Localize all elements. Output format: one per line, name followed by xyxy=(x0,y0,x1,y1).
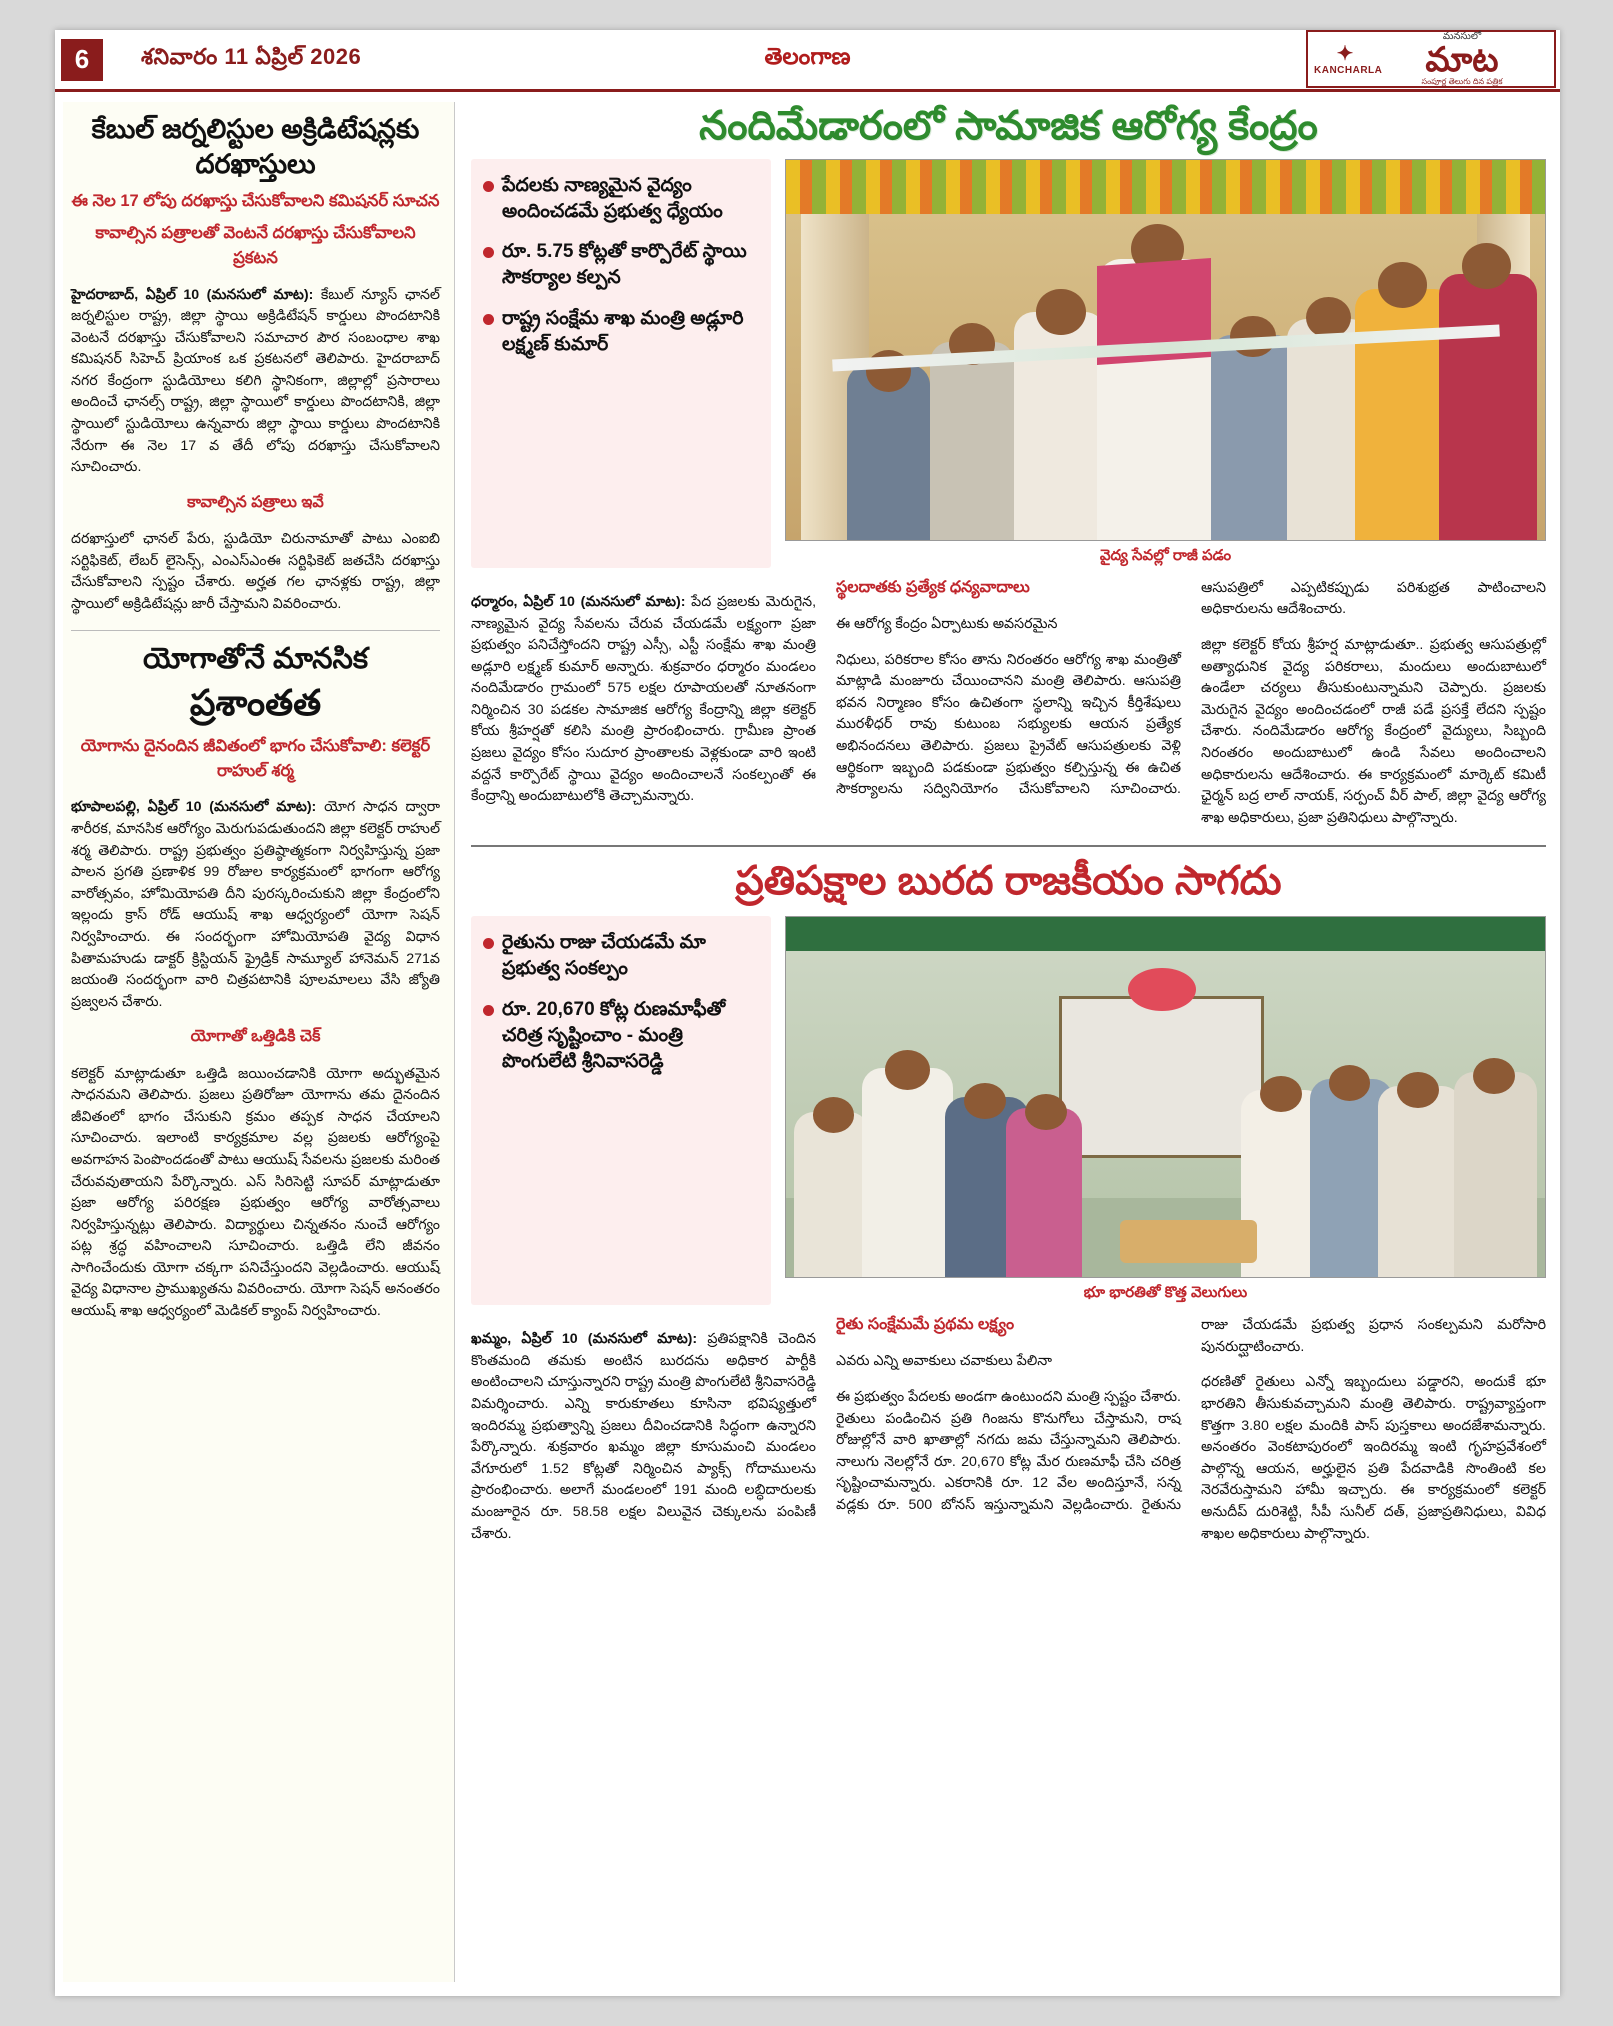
bottom-story-headline: ప్రతిపక్షాల బురద రాజకీయం సాగదు xyxy=(735,859,1282,904)
dateline: హైదరాబాద్, ఏప్రిల్ 10 (మనసులో మాట): xyxy=(71,286,314,303)
top-story-headline: నందిమేడారంలో సామాజిక ఆరోగ్య కేంద్రం xyxy=(699,104,1318,148)
article2-body-2: కలెక్టర్ మాట్లాడుతూ ఒత్తిడి జయించడానికి యోగా అద్భుతమైన సాధనమని తెలిపారు. ప్రజలు ప్రతిరోజూ యోగాను తమ దైనందిన జీవితంలో భాగం చేసుకుని క్రమం తప్పక సాధన చేయాలని సూచించారు. ఇలాంటి కార్యక్రమాల వల్ల ప్రజలకు ఆరోగ్యంపై అవగాహన పెంపొందడంతో పాటు ఆయుష్ సేవలను ప్రజలకు మరింత చేరువవుతాయని పేర్కొన్నారు. ఎస్ సిరిసెట్టి సూపర్ మాట్లాడుతూ ప్రజా ఆరోగ్య పరిరక్షణ ప్రభుత్వం ఆరోగ్య వారోత్సవాలు నిర్వహిస్తున్నట్లు తెలిపారు. విద్యార్థులు చిన్నతనం నుంచే ఆరోగ్యం పట్ల శ్రద్ధ వహించాలని సూచించారు. ఒత్తిడి లేని జీవనం సాగించేందుకు యోగా చక్కగా పనిచేస్తుందని వెల్లడించారు. ఆయుష్ వైద్య విధానాల ప్రాముఖ్యతను వివరించారు. యోగా సెషన్ అనంతరం ఆయుష్ శాఖ ఆధ్వర్యంలో మెడికల్ క్యాంప్ నిర్వహించారు. xyxy=(71,1065,440,1319)
bullet-item xyxy=(483,173,759,225)
bottom-story-subhead: రైతు సంక్షేమమే ప్రథమ లక్ష్యం xyxy=(836,1316,1015,1334)
top-story-col1-text: పేద ప్రజలకు మెరుగైన, నాణ్యమైన వైద్య సేవలను చేరువ చేయడమే లక్ష్యంగా ప్రజా ప్రభుత్వం పనిచేస్తోందని రాష్ట్ర ఎస్సీ, ఎస్టీ సంక్షేమ శాఖ మంత్రి అడ్లూరి లక్ష్మణ్ కుమార్ అన్నారు. శుక్రవారం ధర్మారం మండలం నందిమేడారం గ్రామంలో 575 లక్షల రూపాయలతో నూతనంగా నిర్మించిన 30 పడకల సామాజిక ఆరోగ్య కేంద్రాన్ని జిల్లా కలెక్టర్ కోయ శ్రీహర్షతో కలిసి మంత్రి ప్రారంభించారు. గ్రామీణ ప్రాంత ప్రజలు వైద్యం కోసం సుదూర ప్రాంతాలకు వెళ్లకుండా వారి ఇంటి వద్దనే కార్పొరేట్ స్థాయి వైద్యం అందించాలనే సంకల్పంతో ఈ కేంద్రాన్ని అందుబాటులోకి తెచ్చామన్నారు. xyxy=(471,593,817,805)
article2-subhead: యోగాను దైనందిన జీవితంలో భాగం చేసుకోవాలి: కలెక్టర్ రాహుల్ శర్మ xyxy=(80,736,431,780)
bullet-item xyxy=(483,306,759,358)
section-title: తెలంగాణ xyxy=(764,43,851,69)
top-story-col3: జిల్లా కలెక్టర్ కోయ శ్రీహర్ష మాట్లాడుతూ.. ప్రభుత్వ ఆసుపత్రుల్లో అత్యాధునిక వైద్య పరికరాలు, మందులు అందుబాటులో ఉండేలా చర్యలు తీసుకుంటున్నామని చెప్పారు. ప్రజలకు మెరుగైన వైద్యం అందించడంలో రాజీ పడే ప్రసక్తే లేదని స్పష్టం చేశారు. నందిమేడారం ఆరోగ్య కేంద్రంలో వైద్యులు, సిబ్బంది నిరంతరం అందుబాటులో ఉండి సేవలు అందించాలని అధికారులను ఆదేశించారు. ఈ కార్యక్రమంలో మార్కెట్ కమిటీ ఛైర్మన్ బద్ర లాల్ నాయక్, సర్పంచ్ వీర్ పాల్, జిల్లా వైద్య ఆరోగ్య శాఖ అధికారులు, ప్రజా ప్రతినిధులు పాల్గొన్నారు. xyxy=(1201,637,1546,826)
bullet-item xyxy=(483,930,759,982)
bottom-story-body-columns xyxy=(471,1315,1546,1545)
article2-body-text: యోగ సాధన ద్వారా శారీరక, మానసిక ఆరోగ్యం మెరుగుపడుతుందని జిల్లా కలెక్టర్ రాహుల్ శర్మ తెలిపారు. రాష్ట్ర ప్రభుత్వం ప్రతిష్ఠాత్మకంగా నిర్వహిస్తున్న ప్రజా పాలన ప్రగతి ప్రణాళిక 99 రోజుల కార్యక్రమంలో భాగంగా ఆరోగ్య వారోత్సవం, హోమియోపతి దీని పురస్కరించుకుని జిల్లా కేంద్రంలోని ఇల్లందు క్రాస్ రోడ్ ఆయుష్ శాఖ ఆధ్వర్యంలో యోగా సెషన్ నిర్వహించారు. ఈ సందర్భంగా హోమియోపతి వైద్య విధాన పితామహుడు డాక్టర్ క్రిస్టియన్ ఫ్రైడ్రిక్ సామ్యూల్ హానెమన్ 271వ జయంతి సందర్భంగా వారి చిత్రపటానికి పూలమాలలు వేసి జ్యోతి ప్రజ్వలన చేశారు. xyxy=(71,799,440,1010)
publication-date: శనివారం 11 ఏప్రిల్ 2026 xyxy=(141,44,362,69)
newspaper-logo xyxy=(1306,30,1556,88)
bottom-story-photo-caption: భూ భారతితో కొత్త వెలుగులు xyxy=(1083,1284,1248,1302)
logo-subtitle: సంపూర్ణ తెలుగు దిన పత్రిక xyxy=(1421,76,1503,86)
dateline-bottom: ఖమ్మం, ఏప్రిల్ 10 (మనసులో మాట): xyxy=(471,1331,698,1348)
top-story-bullets xyxy=(471,159,771,568)
article-body-text: కేబుల్ న్యూస్ ఛానల్ జర్నలిస్టుల రాష్ట్ర, జిల్లా స్థాయి అక్రిడిటేషన్ కార్డులు పొందటానికి వెంటనే దరఖాస్తు చేసుకోవాలని సమాచార పౌర సంబంధాల శాఖ కమిషనర్ సిహెచ్ ప్రియాంక ఒక ప్రకటనలో తెలిపారు. హైదరాబాద్ నగర కేంద్రంగా స్టుడియోలు కలిగి స్థానికంగా, జిల్లాల్లో ప్రసారాలు అందించే ఛానల్స్ రాష్ట్ర, జిల్లా స్థాయిలో కార్డులు పొందటానికి, జిల్లా స్థాయిలో స్టుడియోలు ఉన్నవారు జిల్లా స్థాయి కార్డులు పొందటానికి నేరుగా ఈ నెల 17 వ తేదీ లోపు దరఖాస్తు చేసుకోవాలని సూచించారు. xyxy=(71,286,440,476)
article-headline: కేబుల్ జర్నలిస్టుల అక్రిడిటేషన్లకు దరఖాస్తులు xyxy=(91,114,420,179)
bottom-story-col1-tail: ఎవరు ఎన్ని అవాకులు చవాకులు పేలినా xyxy=(836,1353,1053,1370)
logo-name: మాట xyxy=(1425,41,1499,80)
right-column xyxy=(455,102,1552,1982)
article-cable-journalists xyxy=(71,112,440,615)
top-story-photo-caption: వైద్య సేవల్లో రాజీ పడం xyxy=(1099,546,1232,564)
article-yoga xyxy=(71,641,440,1323)
top-story-col2: నిధులు, పరికరాల కోసం తాను నిరంతరం ఆరోగ్య శాఖ మంత్రితో మాట్లాడి మంజూరు చేయించానని మంత్రి తెలిపారు. ఆసుపత్రి భవన నిర్మాణం కోసం ఉచితంగా స్థలాన్ని ఇచ్చిన కీర్తిశేషులు మురళీధర్ రావు కుటుంబ సభ్యులకు ఆయన ప్రత్యేక అభినందనలు తెలిపారు. ప్రజలు ప్రైవేట్ ఆసుపత్రులకు వెళ్లి ఆర్థికంగా ఇబ్బంది పడకుండా ప్రభుత్వం కల్పిస్తున్న ఈ ఉచిత సౌకర్యాలను సద్వినియోగం చేసుకోవాలని సూచించారు. ఆసుపత్రిలో ఎప్పటికప్పుడు పరిశుభ్రత పాటించాలని అధికారులను ఆదేశించారు. xyxy=(836,579,1546,798)
bottom-story-bullets xyxy=(471,916,771,1305)
logo-tagline: మనసులో xyxy=(1442,31,1482,43)
article2-subhead-2: యోగాతో ఒత్తిడికి చెక్ xyxy=(190,1028,321,1046)
bullet-item xyxy=(483,239,759,291)
bullet-dot-icon xyxy=(483,314,494,325)
article2-headline-line2: ప్రశాంతత xyxy=(189,681,322,723)
bottom-story-photo xyxy=(785,916,1546,1305)
bottom-story-col1 xyxy=(471,1329,816,1545)
left-column xyxy=(63,102,455,1982)
bullet-dot-icon xyxy=(483,1005,494,1016)
dateline-2: భూపాలపల్లి, ఏప్రిల్ 10 (మనసులో మాట): xyxy=(71,799,317,816)
page-number: 6 xyxy=(61,39,103,81)
top-story-body-columns xyxy=(471,578,1546,830)
article-health-center xyxy=(471,104,1546,829)
top-story-col1 xyxy=(471,592,816,808)
bottom-story-col2: ఈ ప్రభుత్వం పేదలకు అండగా ఉంటుందని మంత్రి స్పష్టం చేశారు. రైతులు పండించిన ప్రతి గింజను కొనుగోలు చేస్తామని, రాష రోజుల్లోనే వారి ఖాతాల్లో నగదు జమ చేస్తున్నామని తెలిపారు. నాలుగు నెలల్లోనే రూ. 20,670 కోట్ల మేర రుణమాఫీ చేసి చరిత్ర సృష్టించామన్నారు. ఎకరానికి రూ. 12 వేల అందిస్తూనే, సన్న వడ్లకు రూ. 500 బోనస్ ఇస్తున్నామని వెల్లడించారు. రైతును రాజు చేయడమే ప్రభుత్వ ప్రధాన సంకల్పమని మరోసారి పునరుద్ఘాటించారు. xyxy=(836,1317,1546,1513)
bullet-text: రూ. 20,670 కోట్ల రుణమాఫీతో చరిత్ర సృష్టించాం - మంత్రి పొంగులేటి శ్రీనివాసరెడ్డి xyxy=(502,998,726,1073)
article2-body xyxy=(71,797,440,1013)
bullet-dot-icon xyxy=(483,938,494,949)
column-divider xyxy=(71,630,440,631)
newspaper-page xyxy=(55,30,1560,1996)
article2-headline-line1: యోగాతోనే మానసిక xyxy=(143,642,368,675)
photo-godown-inauguration xyxy=(786,917,1545,1277)
article-opposition-politics xyxy=(471,859,1546,1545)
story-divider xyxy=(471,845,1546,847)
photo-ribbon-cutting xyxy=(786,160,1545,540)
bullet-item xyxy=(483,997,759,1076)
bullet-text: రాష్ట్ర సంక్షేమ శాఖ మంత్రి అడ్లూరి లక్ష్మణ్ కుమార్ xyxy=(502,307,744,355)
article-subhead-3: కావాల్సిన పత్రాలు ఇవే xyxy=(187,493,324,511)
bullet-dot-icon xyxy=(483,247,494,258)
bullet-text: రైతును రాజు చేయడమే మా ప్రభుత్వ సంకల్పం xyxy=(502,932,706,980)
dateline-top: ధర్మారం, ఏప్రిల్ 10 (మనసులో మాట): xyxy=(471,593,686,610)
masthead xyxy=(55,30,1560,92)
bottom-story-col1-text: ప్రతిపక్షానికి చెందిన కొంతమంది తమకు అంటిన బురదను అధికార పార్టీకి అంటించాలని చూస్తున్నారని రాష్ట్ర మంత్రి పొంగులేటి శ్రీనివాసరెడ్డి విమర్శించారు. ఎన్ని కారుకూతలు కూసినా భవిష్యత్తులో ఇందిరమ్మ ప్రభుత్వాన్ని ప్రజలు దీవించడానికి సిద్ధంగా ఉన్నారని పేర్కొన్నారు. శుక్రవారం ఖమ్మం జిల్లా కూసుమంచి మండలం వేగూరులో 1.52 కోట్లతో నిర్మించిన ప్యాక్స్ గోదాములను ప్రారంభించారు. అలాగే మండలంలో 191 మంది లబ్ధిదారులకు మంజూరైన రూ. 58.58 లక్షల విలువైన చెక్కులను పంపిణీ చేశారు. xyxy=(471,1331,816,1542)
top-story-subhead: స్థలదాతకు ప్రత్యేక ధన్యవాదాలు xyxy=(836,578,1030,596)
logo-publisher: ✦ KANCHARLA xyxy=(1314,42,1383,76)
article-body xyxy=(71,285,440,479)
top-story-photo xyxy=(785,159,1546,568)
top-story-col1-tail: ఈ ఆరోగ్య కేంద్రం ఏర్పాటుకు అవసరమైన xyxy=(836,615,1058,632)
article-subhead: ఈ నెల 17 లోపు దరఖాస్తు చేసుకోవాలని కమిషనర్ సూచన xyxy=(71,192,440,211)
bullet-text: రూ. 5.75 కోట్లతో కార్పొరేట్ స్థాయి సౌకర్యాల కల్పన xyxy=(502,241,747,289)
article-body-2: దరఖాస్తులో ఛానల్ పేరు, స్టుడియో చిరునామాతో పాటు ఎంఐబి సర్టిఫికెట్, లేబర్ లైసెన్స్, ఎంఎస్ఎంఈ సర్టిఫికెట్ జతచేసి దరఖాస్తు చేసుకోవాలని స్పష్టం చేశారు. అర్హత గల ఛానళ్లకు రాష్ట్ర, జిల్లా స్థాయిలో అక్రిడిటేషన్లు జారీ చేస్తామని వివరించారు. xyxy=(71,531,440,612)
bullet-text: పేదలకు నాణ్యమైన వైద్యం అందించడమే ప్రభుత్వ ధ్యేయం xyxy=(502,174,723,223)
bottom-story-col3: ధరణితో రైతులు ఎన్నో ఇబ్బందులు పడ్డారని, అందుకే భూ భారతిని తీసుకువచ్చామని మంత్రి తెలిపారు. రాష్ట్రవ్యాప్తంగా కొత్తగా 3.80 లక్షల మందికి పాస్ పుస్తకాలు అందజేశామన్నారు. అనంతరం వెంకటాపురంలో ఇందిరమ్మ ఇంటి గృహప్రవేశంలో పాల్గొన్న ఆయన, అర్హులైన ప్రతి పేదవాడికి సొంతింటి కల నెరవేరుస్తామని హామీ ఇచ్చారు. ఈ కార్యక్రమంలో కలెక్టర్ అనుదీప్ దురిశెట్టి, సీపీ సునీల్ దత్, ప్రజాప్రతినిధులు, వివిధ శాఖల అధికారులు పాల్గొన్నారు. xyxy=(1201,1374,1546,1542)
article-subhead-2: కావాల్సిన పత్రాలతో వెంటనే దరఖాస్తు చేసుకోవాలని ప్రకటన xyxy=(95,223,416,267)
bullet-dot-icon xyxy=(483,181,494,192)
